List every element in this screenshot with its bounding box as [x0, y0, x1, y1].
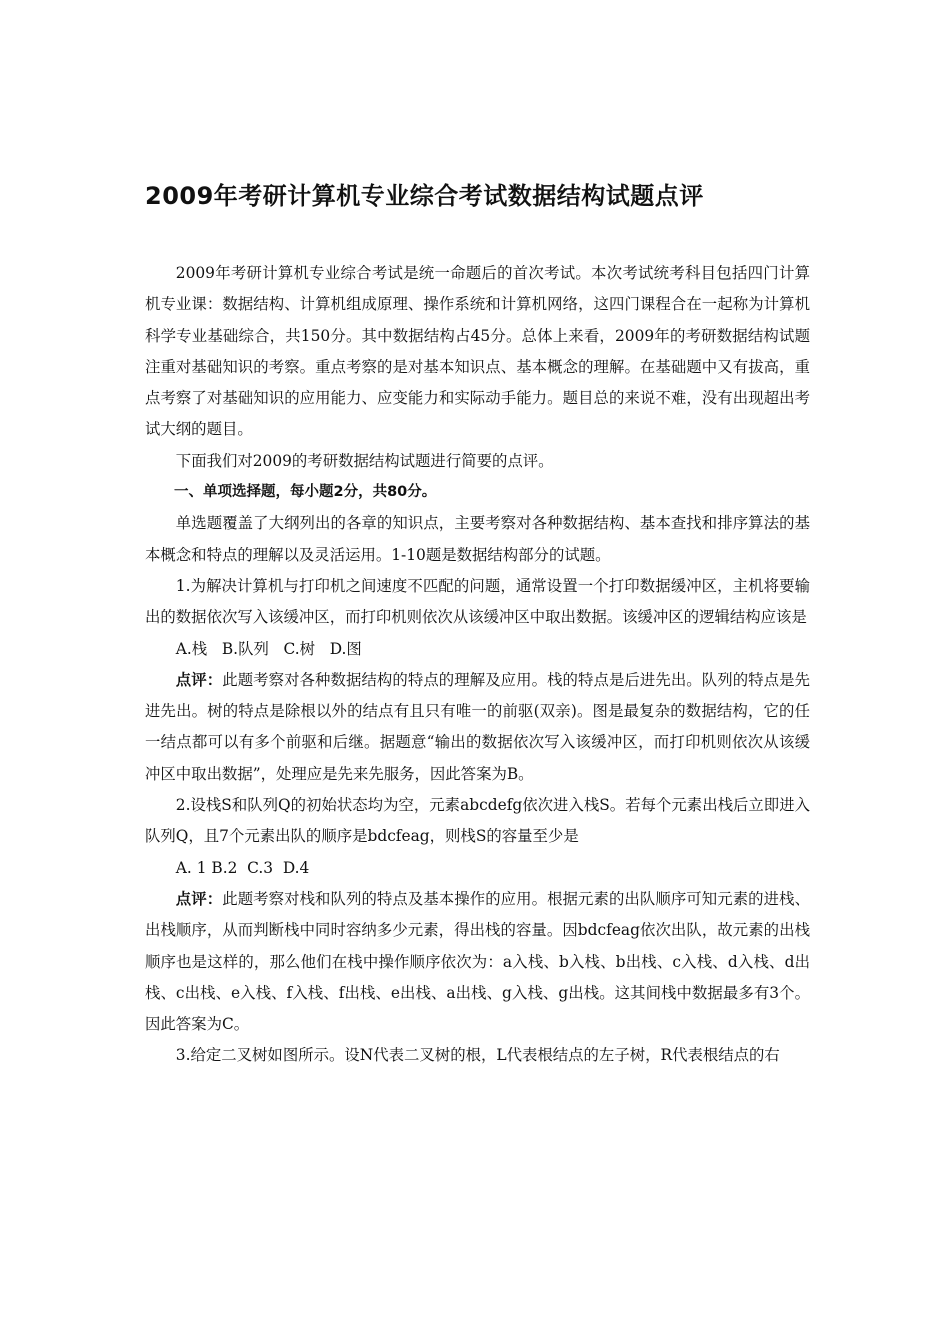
- question-stem: 1.为解决计算机与打印机之间速度不匹配的问题，通常设置一个打印数据缓冲区，主机将要输出的数据依次写入该缓冲区，而打印机则依次从该缓冲区中取出数据。该缓冲区的逻辑结构应该是: [145, 576, 810, 627]
- question-options: A.栈 B.队列 C.树 D.图: [175, 639, 362, 658]
- comment-label: 点评：: [175, 670, 223, 689]
- question-comment: [145, 665, 810, 790]
- document-body: [145, 258, 810, 1072]
- comment-label: 点评：: [175, 889, 223, 908]
- document-title: 2009年考研计算机专业综合考试数据结构试题点评: [145, 182, 704, 210]
- section-heading: 一、单项选择题，每小题2分，共80分。: [174, 484, 437, 501]
- comment-text: 此题考察对栈和队列的特点及基本操作的应用。根据元素的出队顺序可知元素的进栈、出栈顺序，从而判断栈中同时容纳多少元素，得出栈的容量。因bdcfeag依次出队，故元素的出栈顺序也是这样的，那么他们在栈中操作顺序依次为：a入栈、b入栈、b出栈、c入栈、d入栈、d出栈、c出栈、e入栈、f入栈、f出栈、e出栈、a出栈、g入栈、g出栈。这其间栈中数据最多有3个。因此答案为C。: [145, 889, 810, 1034]
- question-stem: 3.给定二叉树如图所示。设N代表二叉树的根，L代表根结点的左子树，R代表根结点的右: [175, 1046, 780, 1065]
- comment-text: 此题考察对各种数据结构的特点的理解及应用。栈的特点是后进先出。队列的特点是先进先出。树的特点是除根以外的结点有且只有唯一的前驱(双亲)。图是最复杂的数据结构，它的任一结点都可以有多个前驱和后继。据题意“输出的数据依次写入该缓冲区，而打印机则依次从该缓冲区中取出数据”，处理应是先来先服务，因此答案为B。: [145, 670, 810, 783]
- question-options: A. 1 B.2 C.3 D.4: [175, 858, 310, 877]
- section-description: 单选题覆盖了大纲列出的各章的知识点，主要考察对各种数据结构、基本查找和排序算法的基本概念和特点的理解以及灵活运用。1-10题是数据结构部分的试题。: [145, 514, 810, 564]
- question-stem: 2.设栈S和队列Q的初始状态均为空，元素abcdefg依次进入栈S。若每个元素出栈后立即进入队列Q，且7个元素出队的顺序是bdcfeag，则栈S的容量至少是: [145, 796, 810, 846]
- intro-paragraph: 下面我们对2009的考研数据结构试题进行简要的点评。: [175, 451, 554, 470]
- question-comment: [145, 884, 810, 1040]
- intro-paragraph: 2009年考研计算机专业综合考试是统一命题后的首次考试。本次考试统考科目包括四门计算机专业课：数据结构、计算机组成原理、操作系统和计算机网络，这四门课程合在一起称为计算机科学专业基础综合，共150分。其中数据结构占45分。总体上来看，2009年的考研数据结构试题注重对基础知识的考察。重点考察的是对基本知识点、基本概念的理解。在基础题中又有拔高，重点考察了对基础知识的应用能力、应变能力和实际动手能力。题目总的来说不难，没有出现超出考试大纲的题目。: [145, 264, 810, 439]
